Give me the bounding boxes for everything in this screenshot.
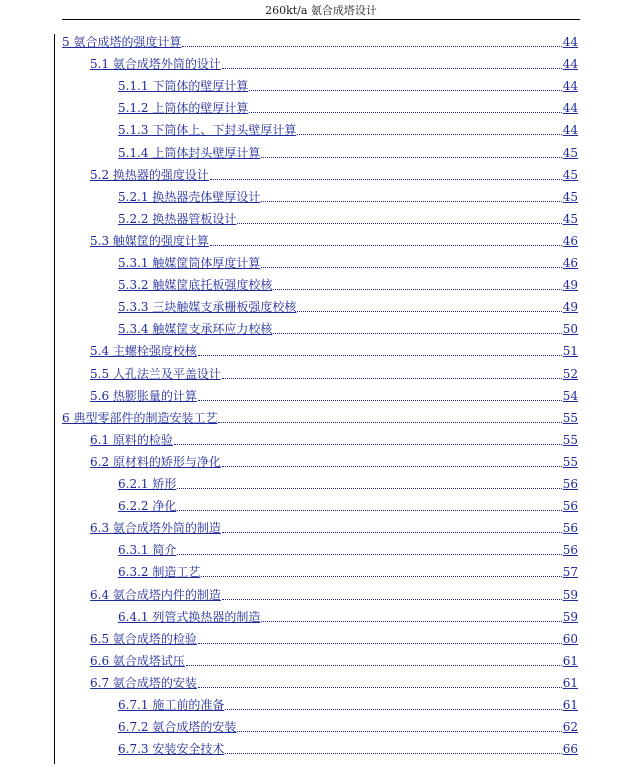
toc-entry-title[interactable]: 6.3.1 简介 [118, 543, 177, 558]
toc-entry-title[interactable]: 5 氨合成塔的强度计算 [62, 35, 182, 49]
toc-entry[interactable] [118, 118, 578, 138]
toc-entry-title[interactable]: 6.2.2 净化 [118, 499, 177, 514]
toc-entry-title[interactable]: 6.7.2 氨合成塔的安装 [118, 720, 237, 735]
toc-leader-dots [177, 510, 561, 511]
toc-entry[interactable] [118, 207, 578, 227]
toc-entry-page-number[interactable]: 46 [562, 233, 578, 248]
toc-entry[interactable] [118, 494, 578, 514]
toc-entry-title[interactable]: 5.3.4 触媒筐支承环应力校核 [118, 322, 273, 337]
toc-entry[interactable] [118, 295, 578, 315]
toc-entry-page-number[interactable]: 56 [562, 521, 578, 536]
toc-entry[interactable] [118, 605, 578, 625]
toc-entry-page-number[interactable]: 61 [562, 653, 578, 668]
toc-leader-dots [249, 112, 561, 113]
toc-leader-dots [237, 731, 561, 732]
toc-entry[interactable] [90, 583, 578, 603]
toc-entry-title[interactable]: 5.1.3 下筒体上、下封头壁厚计算 [118, 123, 297, 138]
toc-entry-page-number[interactable]: 55 [562, 432, 578, 447]
toc-entry-page-number[interactable]: 61 [562, 675, 578, 690]
toc-entry[interactable] [90, 229, 578, 249]
toc-entry-page-number[interactable]: 50 [562, 322, 578, 337]
toc-entry-page-number[interactable]: 46 [562, 256, 578, 270]
toc-entry[interactable] [90, 627, 578, 647]
toc-entry-page-number[interactable]: 59 [562, 609, 578, 624]
toc-entry-page-number[interactable]: 45 [562, 145, 578, 160]
toc-leader-dots [222, 466, 562, 467]
toc-entry-title[interactable]: 5.1.2 上筒体的壁厚计算 [118, 101, 249, 116]
toc-leader-dots [273, 333, 561, 334]
toc-entry-page-number[interactable]: 49 [562, 300, 578, 315]
toc-entry-page-number[interactable]: 56 [562, 543, 578, 558]
toc-entry[interactable] [90, 671, 578, 691]
toc-entry-page-number[interactable]: 44 [562, 35, 578, 49]
toc-leader-dots [225, 753, 561, 754]
toc-leader-dots [198, 355, 562, 356]
header-rule [62, 19, 580, 20]
toc-entry-title[interactable]: 6.5 氨合成塔的检验 [90, 631, 197, 646]
toc-entry-page-number[interactable]: 44 [562, 101, 578, 116]
toc-entry[interactable] [90, 52, 578, 72]
toc-entry[interactable] [118, 141, 578, 161]
toc-leader-dots [273, 289, 561, 290]
toc-leader-dots [198, 643, 562, 644]
toc-leader-dots [261, 621, 561, 622]
toc-entry-title[interactable]: 6.7.1 施工前的准备 [118, 698, 225, 712]
toc-entry[interactable] [118, 472, 578, 492]
toc-entry-page-number[interactable]: 45 [562, 189, 578, 204]
toc-leader-dots [222, 68, 562, 69]
toc-entry-title[interactable]: 5.6 热膨胀量的计算 [90, 388, 197, 403]
toc-leader-dots [249, 90, 561, 91]
toc-entry-title[interactable]: 6.6 氨合成塔试压 [90, 653, 185, 668]
toc-leader-dots [218, 422, 561, 423]
toc-entry-page-number[interactable]: 57 [562, 565, 578, 580]
toc-entry-title[interactable]: 6.3 氨合成塔外筒的制造 [90, 521, 221, 536]
toc-entry-title[interactable]: 5.3 触媒筐的强度计算 [90, 233, 209, 248]
toc-entry-page-number[interactable]: 55 [562, 410, 578, 425]
toc-entry[interactable] [118, 538, 578, 558]
toc-entry-title[interactable]: 6.4.1 列管式换热器的制造 [118, 609, 261, 624]
toc-leader-dots [261, 201, 561, 202]
toc-entry[interactable] [118, 317, 578, 337]
toc-entry[interactable] [90, 428, 578, 448]
toc-entry-title[interactable]: 5.3.1 触媒筐筒体厚度计算 [118, 256, 261, 270]
toc-entry-title[interactable]: 6.7.3 安装安全技术 [118, 742, 225, 757]
toc-entry-page-number[interactable]: 51 [562, 344, 578, 359]
toc-leader-dots [174, 444, 562, 445]
toc-leader-dots [186, 665, 562, 666]
toc-leader-dots [177, 488, 561, 489]
toc-entry-page-number[interactable]: 49 [562, 278, 578, 293]
toc-entry[interactable] [90, 450, 578, 470]
toc-entry[interactable] [118, 96, 578, 116]
toc-leader-dots [222, 599, 562, 600]
toc-entry-title[interactable]: 5.4 主螺栓强度校核 [90, 344, 197, 359]
toc-leader-dots [261, 267, 561, 268]
toc-entry-page-number[interactable]: 56 [562, 499, 578, 514]
toc-leader-dots [222, 378, 562, 379]
toc-entry-title[interactable]: 6 典型零部件的制造安装工艺 [62, 410, 218, 425]
toc-entry[interactable] [90, 516, 578, 536]
toc-entry-title[interactable]: 6.7 氨合成塔的安装 [90, 675, 197, 690]
toc-entry-page-number[interactable]: 62 [562, 720, 578, 735]
toc-entry-title[interactable]: 6.1 原料的检验 [90, 432, 173, 447]
toc-leader-dots [198, 687, 562, 688]
toc-entry-title[interactable]: 6.2 原材料的矫形与净化 [90, 454, 221, 469]
toc-entry[interactable] [62, 30, 578, 50]
toc-entry-title[interactable]: 5.1.4 上筒体封头壁厚计算 [118, 145, 261, 160]
toc-entry-title[interactable]: 6.3.2 制造工艺 [118, 565, 201, 580]
toc-entry-page-number[interactable]: 59 [562, 587, 578, 602]
toc-entry-page-number[interactable]: 56 [562, 477, 578, 491]
toc-entry-page-number[interactable]: 55 [562, 454, 578, 469]
toc-entry-title[interactable]: 5.1 氨合成塔外筒的设计 [90, 57, 221, 72]
toc-leader-dots [261, 157, 561, 158]
toc-leader-dots [222, 532, 562, 533]
toc-entry[interactable] [90, 339, 578, 359]
toc-entry[interactable] [118, 560, 578, 580]
toc-entry[interactable] [118, 251, 578, 271]
toc-leader-dots [210, 179, 562, 180]
toc-leader-dots [210, 245, 562, 246]
toc-entry-page-number[interactable]: 45 [562, 167, 578, 182]
toc-entry-title[interactable]: 5.2 换热器的强度设计 [90, 167, 209, 182]
left-margin-bar [54, 34, 55, 764]
toc-leader-dots [237, 223, 561, 224]
toc-entry-page-number[interactable]: 66 [562, 742, 578, 757]
toc-entry-title[interactable]: 5.5 人孔法兰及平盖设计 [90, 366, 221, 381]
toc-entry-page-number[interactable]: 45 [562, 211, 578, 226]
toc-entry-title[interactable]: 5.1.1 下筒体的壁厚计算 [118, 79, 249, 94]
toc-entry[interactable] [118, 715, 578, 735]
toc-entry[interactable] [62, 406, 578, 426]
toc-entry-title[interactable]: 5.2.2 换热器管板设计 [118, 211, 237, 226]
toc-entry-title[interactable]: 5.2.1 换热器壳体壁厚设计 [118, 189, 261, 204]
toc-leader-dots [177, 554, 561, 555]
toc-entry[interactable] [90, 163, 578, 183]
toc-entry-page-number[interactable]: 60 [562, 631, 578, 646]
page-header-title: 260kt/a 氨合成塔设计 [265, 4, 377, 17]
toc-entry[interactable] [90, 649, 578, 669]
toc-entry-title[interactable]: 5.3.3 三块触媒支承栅板强度校核 [118, 300, 297, 315]
toc-leader-dots [182, 46, 561, 47]
toc-entry-title[interactable]: 6.2.1 矫形 [118, 477, 177, 491]
toc-entry[interactable] [118, 74, 578, 94]
toc-entry[interactable] [118, 273, 578, 293]
toc-leader-dots [225, 709, 561, 710]
toc-entry[interactable] [118, 693, 578, 713]
toc-leader-dots [201, 576, 561, 577]
toc-entry-page-number[interactable]: 44 [562, 57, 578, 72]
toc-entry[interactable] [90, 362, 578, 382]
toc-entry-page-number[interactable]: 44 [562, 79, 578, 94]
toc-entry[interactable] [90, 384, 578, 404]
toc-entry-title[interactable]: 5.3.2 触媒筐底托板强度校核 [118, 278, 273, 293]
toc-entry-page-number[interactable]: 44 [562, 123, 578, 138]
toc-entry-page-number[interactable]: 61 [562, 698, 578, 712]
toc-leader-dots [297, 311, 561, 312]
toc-leader-dots [198, 400, 562, 401]
toc-entry-title[interactable]: 6.4 氨合成塔内件的制造 [90, 587, 221, 602]
toc-entry[interactable] [118, 737, 578, 757]
toc-entry-page-number[interactable]: 52 [562, 366, 578, 381]
toc-entry[interactable] [118, 185, 578, 205]
toc-entry-page-number[interactable]: 54 [562, 388, 578, 403]
toc-leader-dots [297, 134, 561, 135]
